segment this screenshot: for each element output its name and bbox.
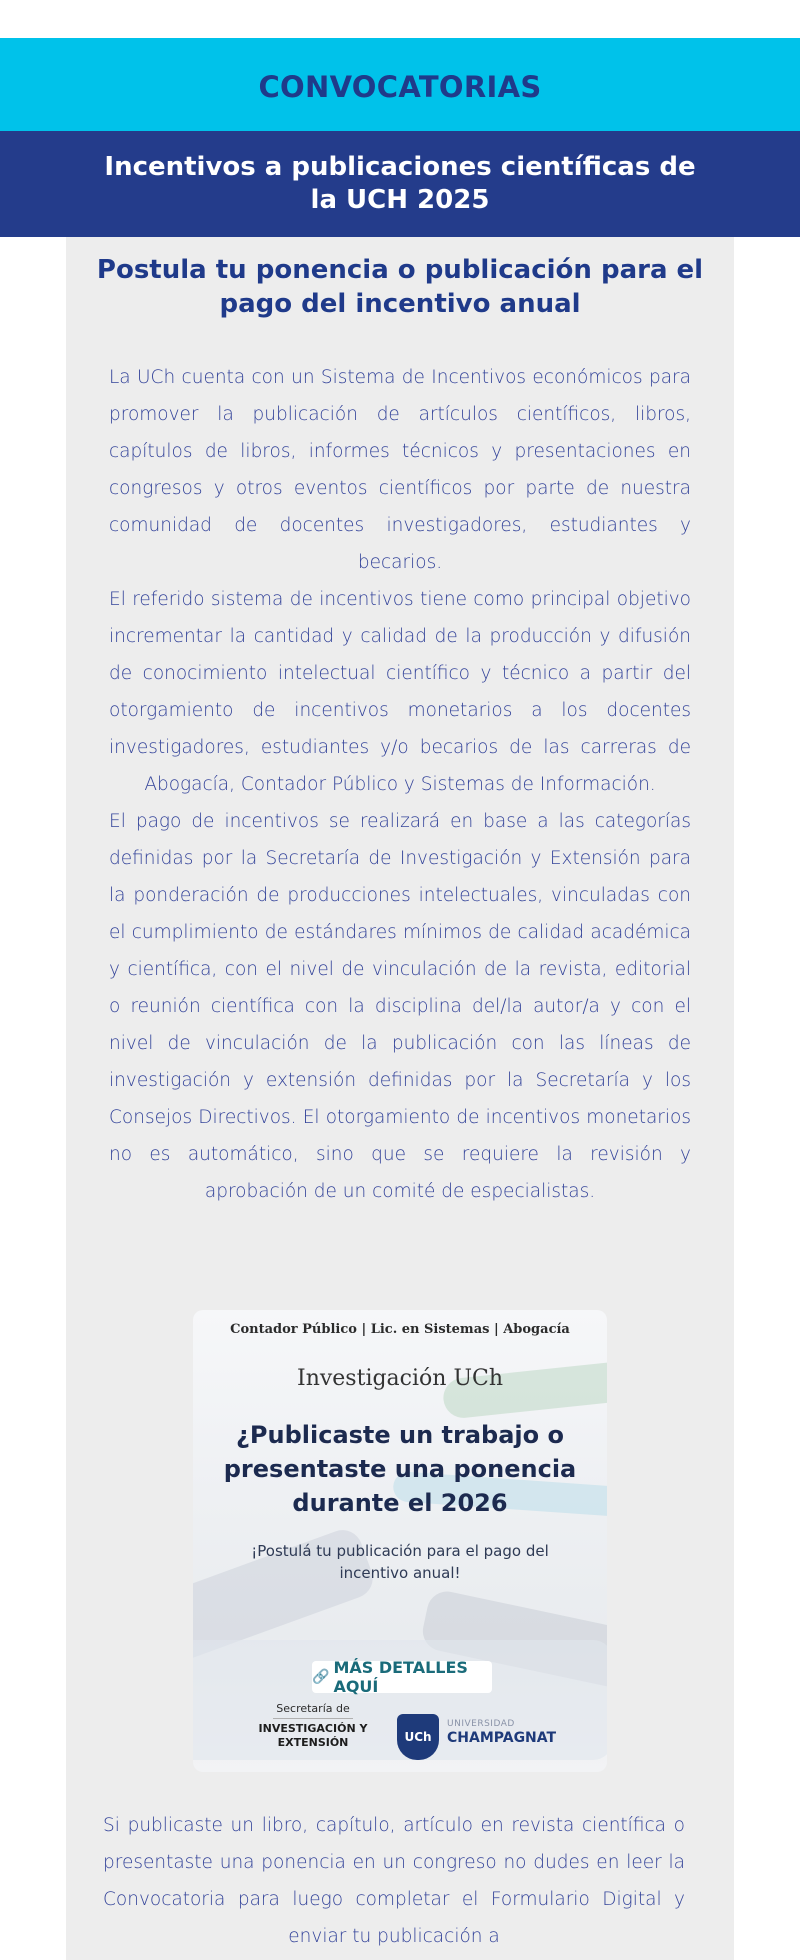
- paragraph-1: La UCh cuenta con un Sistema de Incentivos económicos para promover la publicación de artículos científicos, libros, capítulos de libros, informes técnicos y presentaciones en congresos y otros eventos científicos por parte de nuestra comunidad de docentes investigadores, estudiantes y becarios.: [109, 367, 691, 573]
- content-panel: [66, 237, 734, 1960]
- uch-logo: [397, 1714, 439, 1760]
- secretaria-divider: [273, 1718, 353, 1719]
- paragraph-2: El referido sistema de incentivos tiene como principal objetivo incrementar la cantidad y calidad de la producción y difusión de conocimiento intelectual científico y técnico a partir del otorgamiento de incentivos monetarios a los docentes investigadores, estudiantes y/o becarios de las carreras de Abogacía, Contador Público y Sistemas de Información.: [109, 589, 691, 795]
- flyer-headline: ¿Publicaste un trabajo o presentaste una ponencia durante el 2026: [223, 1421, 577, 1517]
- secretaria-name: INVESTIGACIÓN Y EXTENSIÓN: [258, 1722, 368, 1749]
- uch-logo-mark: UCh: [404, 1730, 432, 1744]
- subtitle-banner: [0, 131, 800, 237]
- university-name: CHAMPAGNAT: [447, 1730, 557, 1746]
- more-details-link[interactable]: [312, 1658, 492, 1696]
- university-label: UNIVERSIDAD: [447, 1719, 515, 1729]
- footer-paragraph: Si publicaste un libro, capítulo, artículo en revista científica o presentaste una ponencia en un congreso no dudes en leer la Convocatoria para luego completar el Formulario Digital y enviar tu publicación a: [103, 1815, 685, 1947]
- flyer-careers: Contador Público | Lic. en Sistemas | Abogacía: [230, 1322, 570, 1337]
- content-heading: Postula tu ponencia o publicación para el pago del incentivo anual: [96, 255, 704, 319]
- footer-text: [103, 1807, 685, 1955]
- flyer-brand: Investigación UCh: [297, 1366, 503, 1391]
- page-subtitle: Incentivos a publicaciones científicas de la UCH 2025: [104, 152, 696, 215]
- secretaria-label: Secretaría de: [276, 1702, 350, 1715]
- section-banner: [0, 38, 800, 131]
- link-icon: 🔗: [312, 1669, 330, 1685]
- flyer-cta: ¡Postulá tu publicación para el pago del incentivo anual!: [251, 1542, 549, 1582]
- body-text: [109, 359, 691, 1210]
- more-details-label: MÁS DETALLES AQUÍ: [333, 1658, 468, 1696]
- paragraph-3: El pago de incentivos se realizará en base a las categorías definidas por la Secretaría de Investigación y Extensión para la ponderación de producciones intelectuales, vinculadas con el cumplimiento de estándares mínimos de calidad académica y científica, con el nivel de vinculación de la revista, editorial o reunión científica con la disciplina del/la autor/a y con el nivel de vinculación de la publicación con las líneas de investigación y extensión definidas por la Secretaría y los Consejos Directivos. El otorgamiento de incentivos monetarios no es automático, sino que se requiere la revisión y aprobación de un comité de especialistas.: [109, 811, 691, 1202]
- promo-flyer-image[interactable]: [193, 1310, 607, 1772]
- section-title: CONVOCATORIAS: [258, 69, 542, 104]
